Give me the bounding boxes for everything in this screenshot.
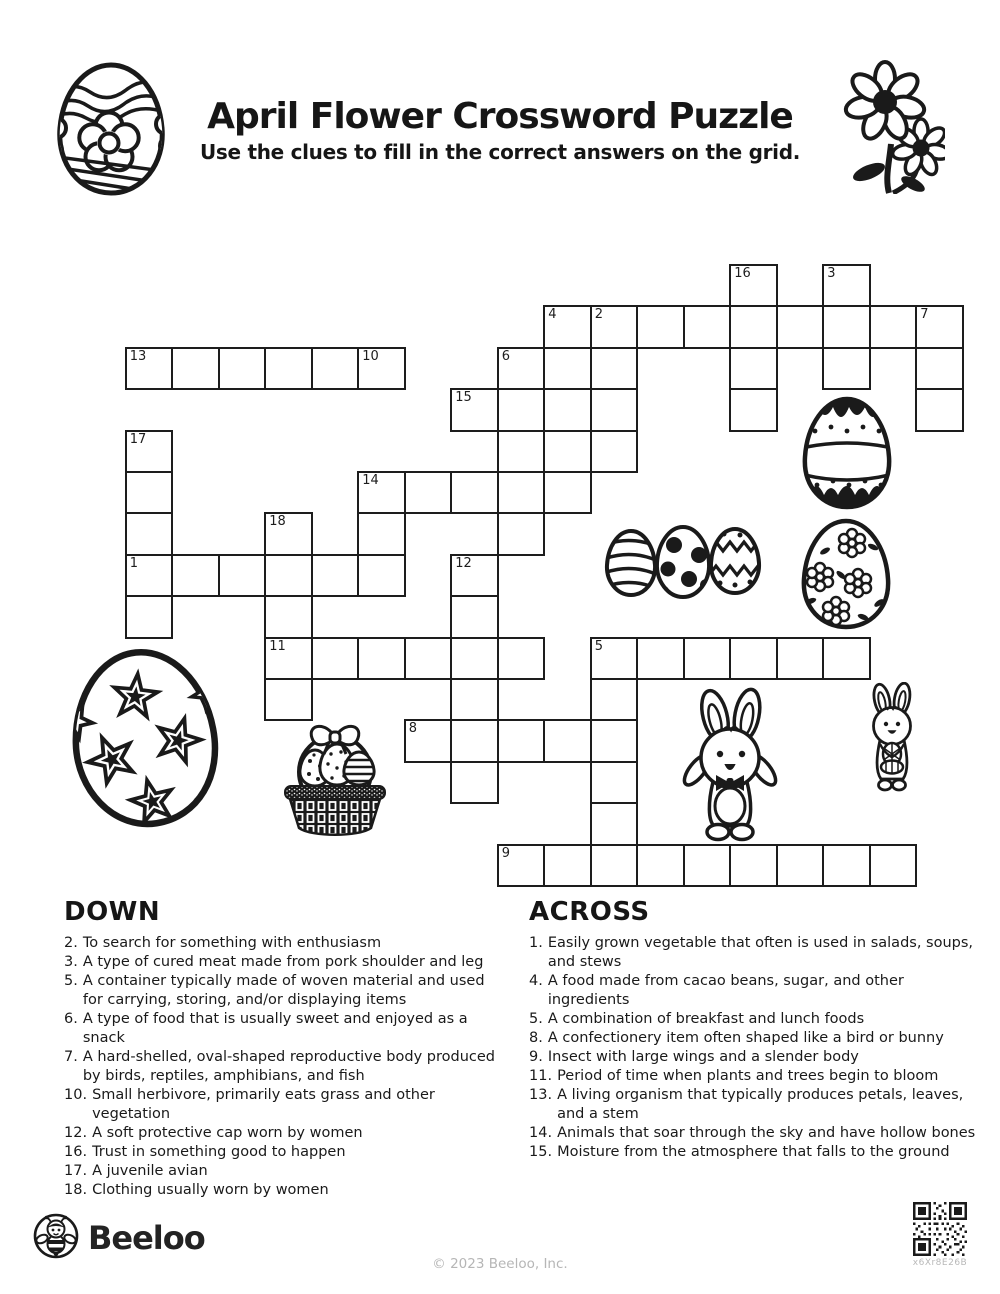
cell-number: 7 [920, 307, 929, 323]
grid-cell[interactable] [497, 637, 546, 680]
cell-number: 9 [501, 845, 510, 861]
grid-cell[interactable] [590, 388, 639, 431]
grid-cell[interactable] [125, 554, 174, 597]
grid-cell[interactable] [590, 347, 639, 390]
cell-number: 2 [594, 307, 603, 323]
grid-cell[interactable] [171, 554, 220, 597]
daisy-flowers-icon [833, 56, 945, 194]
grid-cell[interactable] [450, 388, 499, 431]
easter-basket-icon [283, 716, 387, 838]
clue-item [64, 953, 502, 972]
clue-number: 8. [529, 1030, 543, 1046]
grid-cell[interactable] [590, 802, 639, 845]
grid-cell[interactable] [729, 844, 778, 887]
scalloped-easter-egg-icon [797, 395, 897, 511]
clue-number: 10. [64, 1087, 88, 1103]
grid-cell[interactable] [729, 388, 778, 431]
clue-text: Animals that soar through the sky and have hollow bones [557, 1125, 976, 1141]
clue-item [64, 1124, 502, 1143]
clue-item [529, 1067, 984, 1086]
grid-cell[interactable] [822, 844, 871, 887]
across-heading: ACROSS [529, 897, 650, 927]
clue-item [529, 934, 984, 972]
grid-cell[interactable] [729, 637, 778, 680]
grid-cell[interactable] [264, 595, 313, 638]
cell-number: 1 [129, 555, 138, 571]
clue-number: 2. [64, 935, 78, 951]
egg-trio-icon [604, 519, 762, 603]
clue-item [529, 1124, 984, 1143]
grid-cell[interactable] [776, 637, 825, 680]
clue-number: 11. [529, 1068, 553, 1084]
clue-number: 12. [64, 1125, 88, 1141]
cell-number: 13 [129, 348, 147, 364]
cell-number: 12 [455, 555, 472, 571]
grid-cell[interactable] [497, 719, 546, 762]
cell-number: 8 [408, 721, 417, 737]
grid-cell[interactable] [357, 554, 406, 597]
clue-number: 6. [64, 1011, 78, 1027]
clue-text: A soft protective cap worn by women [92, 1125, 363, 1141]
qr-code-label: x6Xr8E26B [912, 1258, 968, 1268]
grid-cell[interactable] [450, 595, 499, 638]
grid-cell[interactable] [636, 305, 685, 348]
grid-cell[interactable] [497, 347, 546, 390]
clue-text: Insect with large wings and a slender body [547, 1049, 859, 1065]
grid-cell[interactable] [497, 844, 546, 887]
clue-text: Clothing usually worn by women [92, 1182, 329, 1198]
grid-cell[interactable] [450, 554, 499, 597]
cell-number: 5 [594, 638, 603, 654]
clue-item [529, 1086, 984, 1124]
clue-item [529, 1029, 984, 1048]
grid-cell[interactable] [822, 264, 871, 307]
clue-number: 5. [529, 1011, 543, 1027]
down-heading: DOWN [64, 897, 161, 927]
grid-cell[interactable] [171, 347, 220, 390]
star-easter-egg-icon [60, 644, 230, 838]
grid-cell[interactable] [590, 719, 639, 762]
cell-number: 17 [129, 431, 147, 447]
clue-text: Easily grown vegetable that often is used in salads, soups, and stews [547, 935, 974, 970]
grid-cell[interactable] [590, 637, 639, 680]
grid-cell[interactable] [264, 678, 313, 721]
grid-cell[interactable] [450, 719, 499, 762]
across-clues-section [529, 897, 984, 1162]
across-clue-list [529, 934, 984, 1162]
clue-text: A combination of breakfast and lunch foods [547, 1011, 865, 1027]
grid-cell[interactable] [450, 678, 499, 721]
grid-cell[interactable] [264, 347, 313, 390]
grid-cell[interactable] [497, 388, 546, 431]
grid-cell[interactable] [450, 761, 499, 804]
cell-number: 11 [269, 638, 286, 654]
clue-item [64, 1181, 502, 1200]
grid-cell[interactable] [357, 347, 406, 390]
grid-cell[interactable] [264, 554, 313, 597]
clue-text: A container typically made of woven material and used for carrying, storing, and/or displaying items [82, 973, 485, 1008]
grid-cell[interactable] [729, 264, 778, 307]
flower-easter-egg-icon [50, 60, 172, 198]
grid-cell[interactable] [636, 637, 685, 680]
clue-number: 13. [529, 1087, 553, 1103]
clue-item [529, 1010, 984, 1029]
cell-number: 6 [501, 348, 510, 364]
clue-text: Trust in something good to happen [92, 1144, 346, 1160]
grid-cell[interactable] [357, 512, 406, 555]
cell-number: 15 [455, 390, 472, 406]
grid-cell[interactable] [822, 637, 871, 680]
cell-number: 16 [734, 266, 751, 281]
grid-cell[interactable] [776, 305, 825, 348]
clue-number: 9. [529, 1049, 543, 1065]
clue-text: A type of food that is usually sweet and enjoyed as a snack [82, 1011, 468, 1046]
clue-number: 14. [529, 1125, 553, 1141]
clue-item [64, 1086, 502, 1124]
grid-cell[interactable] [683, 844, 732, 887]
grid-cell[interactable] [729, 305, 778, 348]
clue-item [64, 1162, 502, 1181]
grid-cell[interactable] [776, 844, 825, 887]
grid-cell[interactable] [404, 719, 453, 762]
cell-number: 10 [362, 348, 379, 364]
grid-cell[interactable] [869, 305, 918, 348]
clue-number: 18. [64, 1182, 88, 1198]
grid-cell[interactable] [543, 471, 592, 514]
clue-number: 4. [529, 973, 543, 989]
clue-item [64, 972, 502, 1010]
grid-cell[interactable] [218, 554, 267, 597]
grid-cell[interactable] [497, 512, 546, 555]
down-clue-list [64, 934, 502, 1200]
clue-number: 16. [64, 1144, 88, 1160]
grid-cell[interactable] [590, 430, 639, 473]
grid-cell[interactable] [915, 347, 964, 390]
qr-code [913, 1202, 967, 1256]
grid-cell[interactable] [636, 844, 685, 887]
grid-cell[interactable] [590, 844, 639, 887]
grid-cell[interactable] [357, 471, 406, 514]
grid-cell[interactable] [869, 844, 918, 887]
grid-cell[interactable] [543, 388, 592, 431]
grid-cell[interactable] [915, 388, 964, 431]
grid-cell[interactable] [450, 637, 499, 680]
clue-item [64, 1143, 502, 1162]
clue-text: To search for something with enthusiasm [82, 935, 382, 951]
grid-cell[interactable] [543, 305, 592, 348]
grid-cell[interactable] [683, 637, 732, 680]
clue-text: Moisture from the atmosphere that falls to the ground [557, 1144, 950, 1160]
clue-item [64, 1010, 502, 1048]
grid-cell[interactable] [311, 554, 360, 597]
cell-number: 14 [362, 473, 379, 488]
down-clues-section [64, 897, 502, 1200]
copyright-text: © 2023 Beeloo, Inc. [432, 1256, 568, 1272]
grid-cell[interactable] [683, 305, 732, 348]
brand-name: Beeloo [88, 1219, 205, 1257]
clue-item [529, 1048, 984, 1067]
clue-number: 5. [64, 973, 78, 989]
grid-cell[interactable] [357, 637, 406, 680]
grid-cell[interactable] [125, 512, 174, 555]
cell-number: 18 [269, 514, 286, 530]
clue-number: 17. [64, 1163, 88, 1179]
clue-text: A type of cured meat made from pork shoulder and leg [82, 954, 484, 970]
clue-number: 1. [529, 935, 543, 951]
clue-text: A confectionery item often shaped like a bird or bunny [547, 1030, 944, 1046]
clue-item [64, 1048, 502, 1086]
clue-text: A juvenile avian [92, 1163, 208, 1179]
small-bunny-icon [860, 682, 924, 800]
grid-cell[interactable] [125, 471, 174, 514]
grid-cell[interactable] [404, 471, 453, 514]
grid-cell[interactable] [822, 305, 871, 348]
grid-cell[interactable] [264, 637, 313, 680]
grid-cell[interactable] [404, 637, 453, 680]
clue-number: 3. [64, 954, 78, 970]
clue-text: Small herbivore, primarily eats grass and other vegetation [92, 1087, 435, 1122]
clue-number: 7. [64, 1049, 78, 1065]
clue-item [64, 934, 502, 953]
large-bunny-icon [675, 684, 785, 842]
grid-cell[interactable] [543, 430, 592, 473]
clue-number: 15. [529, 1144, 553, 1160]
clue-text: Period of time when plants and trees begin to bloom [557, 1068, 939, 1084]
floral-easter-egg-icon [795, 517, 897, 631]
grid-cell[interactable] [125, 430, 174, 473]
clue-text: A food made from cacao beans, sugar, and other ingredients [547, 973, 904, 1008]
grid-cell[interactable] [543, 347, 592, 390]
grid-cell[interactable] [311, 637, 360, 680]
page-subtitle: Use the clues to fill in the correct answers on the grid. [199, 140, 801, 164]
cell-number: 3 [827, 266, 836, 281]
clue-item [529, 972, 984, 1010]
clue-item [529, 1143, 984, 1162]
cell-number: 4 [548, 307, 557, 323]
grid-cell[interactable] [543, 719, 592, 762]
grid-cell[interactable] [218, 347, 267, 390]
grid-cell[interactable] [543, 844, 592, 887]
page-title: April Flower Crossword Puzzle [207, 96, 793, 138]
grid-cell[interactable] [590, 761, 639, 804]
grid-cell[interactable] [264, 512, 313, 555]
grid-cell[interactable] [497, 430, 546, 473]
clue-text: A living organism that typically produces petals, leaves, and a stem [557, 1087, 964, 1122]
grid-cell[interactable] [125, 347, 174, 390]
clue-text: A hard-shelled, oval-shaped reproductive body produced by birds, reptiles, amphibians, and fish [82, 1049, 495, 1084]
grid-cell[interactable] [125, 595, 174, 638]
grid-cell[interactable] [590, 678, 639, 721]
grid-cell[interactable] [311, 347, 360, 390]
grid-cell[interactable] [450, 471, 499, 514]
bee-logo-icon [32, 1212, 80, 1260]
grid-cell[interactable] [822, 347, 871, 390]
grid-cell[interactable] [915, 305, 964, 348]
grid-cell[interactable] [729, 347, 778, 390]
grid-cell[interactable] [590, 305, 639, 348]
grid-cell[interactable] [497, 471, 546, 514]
